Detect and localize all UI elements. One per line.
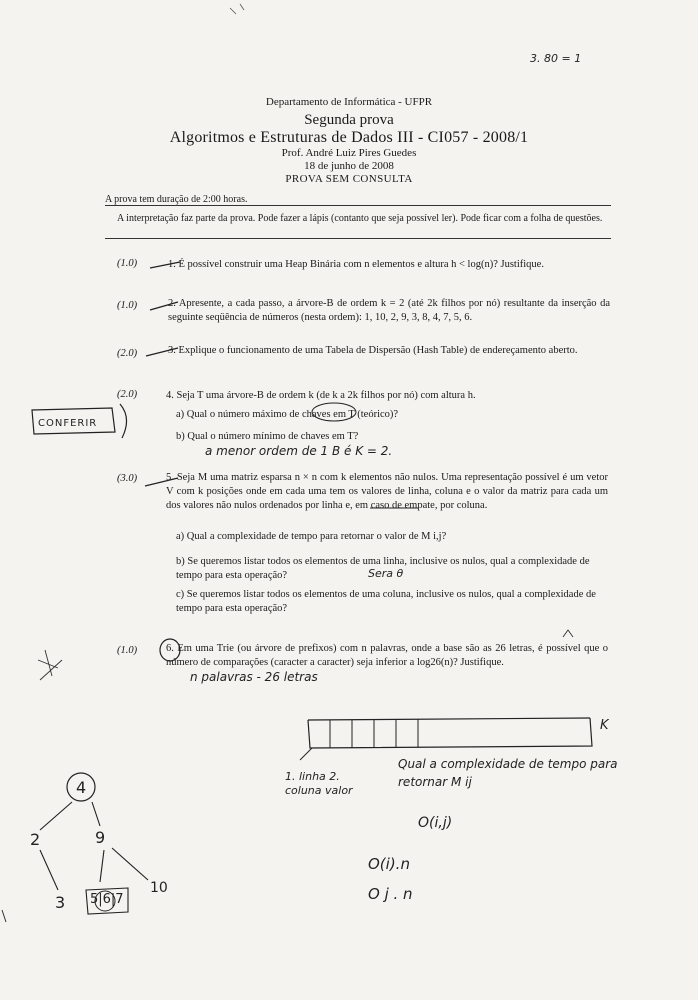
q3-points: (2.0) [117, 348, 138, 359]
q1-points: (1.0) [117, 258, 138, 269]
no-consult-label: PROVA SEM CONSULTA [285, 172, 413, 185]
hw-tree-leaf-3: 3 [55, 893, 66, 912]
instruction-interpretation: A interpretação faz parte da prova. Pode fazer a lápis (contanto que seja possível ler). Pode ficar com a folha de questões. [117, 213, 603, 224]
hw-question-note: Qual a complexidade de tempo para retornar M ij [398, 757, 618, 789]
department: Departamento de Informática - UFPR [265, 96, 433, 108]
hw-answer-3: O j . n [368, 885, 413, 903]
q5b-text: b) Se queremos listar todos os elementos de uma linha, inclusive os nulos, qual a complexidade de tempo para esta operação? [176, 556, 590, 581]
q6-points: (1.0) [117, 645, 138, 656]
q4-points: (2.0) [117, 389, 138, 400]
q2-number: 2. [168, 298, 176, 309]
q4-body: Seja T uma árvore-B de ordem k (de k a 2k filhos por nó) com altura h. [176, 390, 476, 401]
q3-body: Explique o funcionamento de uma Tabela de Dispersão (Hash Table) de endereçamento aberto. [178, 345, 578, 356]
hw-vector-caption: 1. linha 2. coluna valor [285, 770, 353, 797]
hw-answer-1: O(i,j) [418, 815, 453, 831]
hw-q6-note: n palavras - 26 letras [190, 670, 318, 684]
hw-vector-label: K [600, 718, 609, 733]
hw-q5b-note: Sera θ [368, 567, 404, 580]
q4-number: 4. [166, 390, 174, 401]
q6-number: 6. [166, 643, 174, 654]
hw-tree-left: 2 [30, 830, 41, 849]
hw-tree-leaf-567: 5|6|7 [90, 892, 124, 907]
course-title: Algoritmos e Estruturas de Dados III - CI057 - 2008/1 [169, 128, 529, 146]
hw-answer-2: O(i).n [368, 855, 410, 873]
q1-body: É possível construir uma Heap Binária com n elementos e altura h < log(n)? Justifique. [178, 259, 544, 270]
q2-points: (1.0) [117, 300, 138, 311]
professor: Prof. André Luiz Pires Guedes [281, 147, 417, 160]
q2-body: Apresente, a cada passo, a árvore-B de ordem k = 2 (até 2k filhos por nó) resultante da inserção da seguinte seqüência de números (nesta ordem): 1, 10, 2, 9, 3, 8, 4, 7, 5, 6. [168, 298, 611, 323]
instruction-duration: A prova tem duração de 2:00 horas. [105, 194, 248, 205]
hw-q4-note: a menor ordem de 1 B é K = 2. [205, 444, 393, 458]
hw-tree-leaf-10: 10 [150, 880, 168, 896]
hw-top-right: 3. 80 = 1 [530, 52, 582, 65]
exam-title: Segunda prova [304, 111, 394, 128]
q5-number: 5. [166, 472, 174, 483]
q5c-text: c) Se queremos listar todos os elementos de uma coluna, inclusive os nulos, qual a complexidade de tempo para esta operação? [176, 589, 596, 614]
q3-number: 3. [168, 345, 176, 356]
hw-tree-root: 4 [76, 778, 87, 797]
q1-number: 1. [168, 259, 176, 270]
q4a-text: a) Qual o número máximo de chaves em T (teórico)? [176, 409, 399, 420]
q5-points: (3.0) [117, 473, 138, 484]
hw-tree-right: 9 [95, 828, 106, 847]
hw-conferir: CONFERIR [38, 418, 98, 429]
q4b-text: b) Qual o número mínimo de chaves em T? [176, 431, 359, 442]
q5-body: Seja M uma matriz esparsa n × n com k elementos não nulos. Uma representação possível é um vetor V com k posições onde em cada uma tem os valores de linha, coluna e o valor da matriz para cada um dos valores não nulos ordenados por linha e, em caso de empate, por coluna. [166, 472, 609, 511]
q5a-text: a) Qual a complexidade de tempo para retornar o valor de M i,j? [176, 531, 447, 542]
exam-date: 18 de junho de 2008 [304, 159, 394, 172]
q6-body: Em uma Trie (ou árvore de prefixos) com n palavras, onde a base são as 26 letras, é possível que o número de comparações (caracter a caracter) seja inferior a log26(n)? Justifique. [166, 643, 609, 668]
